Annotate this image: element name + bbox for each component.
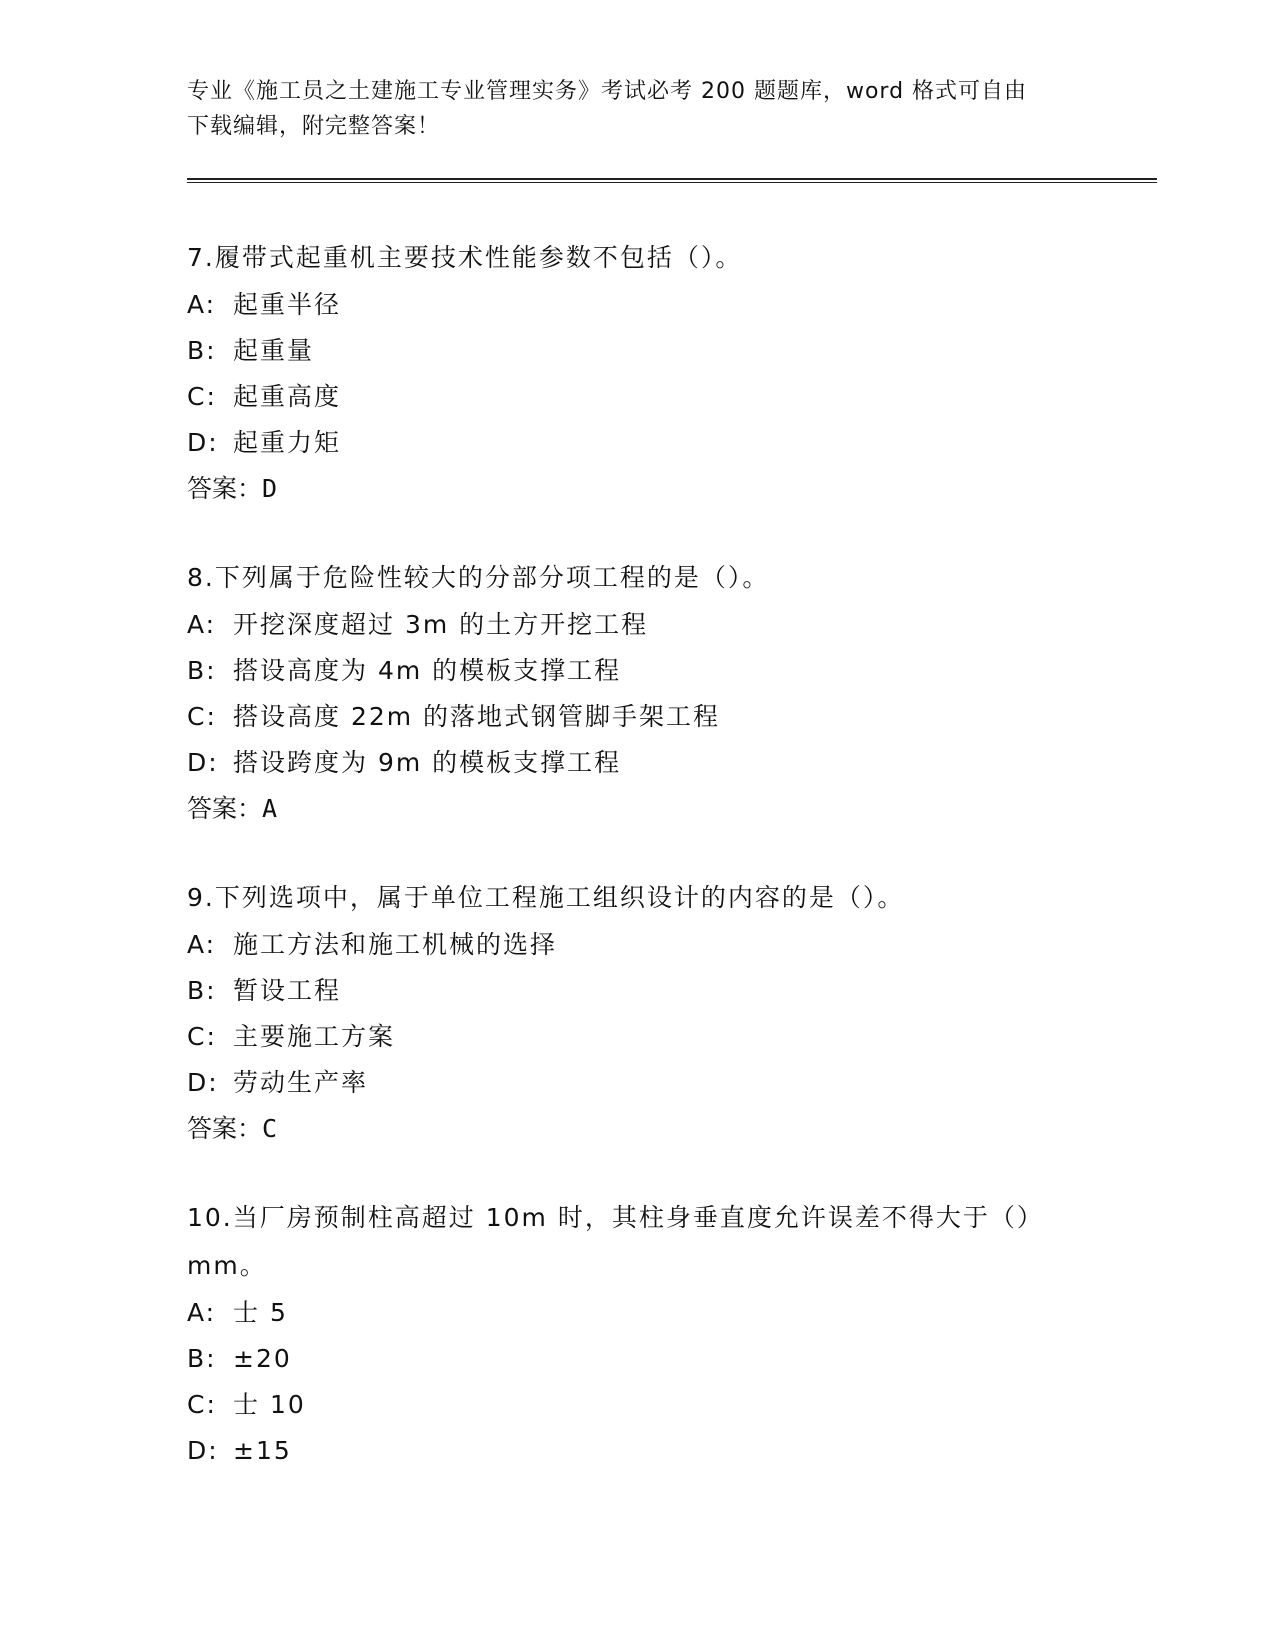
option-label: D: [187,748,219,777]
option-text: 士 5 [233,1298,288,1327]
option-text: 施工方法和施工机械的选择 [233,930,558,959]
header-line-1: 专业《施工员之土建施工专业管理实务》考试必考 200 题题库，word 格式可自由 [187,79,1028,104]
option-text: 开挖深度超过 3m 的土方开挖工程 [233,610,649,639]
option-text: 起重量 [233,336,315,365]
option-d [187,1060,1087,1106]
option-b [187,968,1087,1014]
option-text: 主要施工方案 [233,1022,396,1051]
option-label: C: [187,1022,217,1051]
answer-line [187,786,1087,832]
option-d [187,740,1087,786]
option-text: 搭设高度为 4m 的模板支撑工程 [233,656,622,685]
option-d [187,1428,1087,1474]
document-header [187,74,1087,144]
option-c [187,374,1087,420]
option-text: ±20 [233,1344,292,1373]
option-c [187,1382,1087,1428]
answer-label: 答案： [187,794,263,823]
option-label: D: [187,1436,219,1465]
answer-label: 答案： [187,474,263,503]
question-stem: 7.履带式起重机主要技术性能参数不包括（）。 [187,243,743,272]
answer-value: A [262,794,278,823]
option-text: 起重半径 [233,290,342,319]
answer-line [187,466,1087,512]
option-label: A: [187,930,217,959]
option-label: A: [187,290,217,319]
question-stem: 9.下列选项中，属于单位工程施工组织设计的内容的是（）。 [187,883,905,912]
option-a [187,922,1087,968]
option-text: 劳动生产率 [233,1068,369,1097]
option-d [187,420,1087,466]
option-a [187,602,1087,648]
question-stem: 10.当厂房预制柱高超过 10m 时，其柱身垂直度允许误差不得大于（）mm。 [187,1203,1044,1280]
option-b [187,1336,1087,1382]
option-label: A: [187,610,217,639]
option-a [187,282,1087,328]
question-8 [187,554,1087,832]
option-c [187,1014,1087,1060]
header-divider-thin [187,182,1157,183]
option-text: 暂设工程 [233,976,342,1005]
option-label: D: [187,428,219,457]
question-stem: 8.下列属于危险性较大的分部分项工程的是（）。 [187,563,770,592]
option-text: ±15 [233,1436,292,1465]
option-text: 搭设跨度为 9m 的模板支撑工程 [233,748,622,777]
question-7 [187,234,1087,512]
question-10 [187,1194,1087,1474]
option-text: 起重高度 [233,382,342,411]
option-a [187,1290,1087,1336]
option-label: A: [187,1298,217,1327]
option-text: 起重力矩 [233,428,342,457]
option-label: B: [187,1344,217,1373]
answer-value: D [262,474,278,503]
option-label: C: [187,702,217,731]
option-label: C: [187,382,217,411]
option-label: C: [187,1390,217,1419]
header-line-2: 下载编辑，附完整答案！ [187,114,441,139]
option-label: B: [187,336,217,365]
option-text: 士 10 [233,1390,306,1419]
option-c [187,694,1087,740]
option-b [187,648,1087,694]
option-label: B: [187,656,217,685]
answer-value: C [262,1114,278,1143]
answer-line [187,1106,1087,1152]
option-label: B: [187,976,217,1005]
header-divider-thick [187,178,1157,180]
question-9 [187,874,1087,1152]
option-b [187,328,1087,374]
answer-label: 答案： [187,1114,263,1143]
option-text: 搭设高度 22m 的落地式钢管脚手架工程 [233,702,721,731]
option-label: D: [187,1068,219,1097]
